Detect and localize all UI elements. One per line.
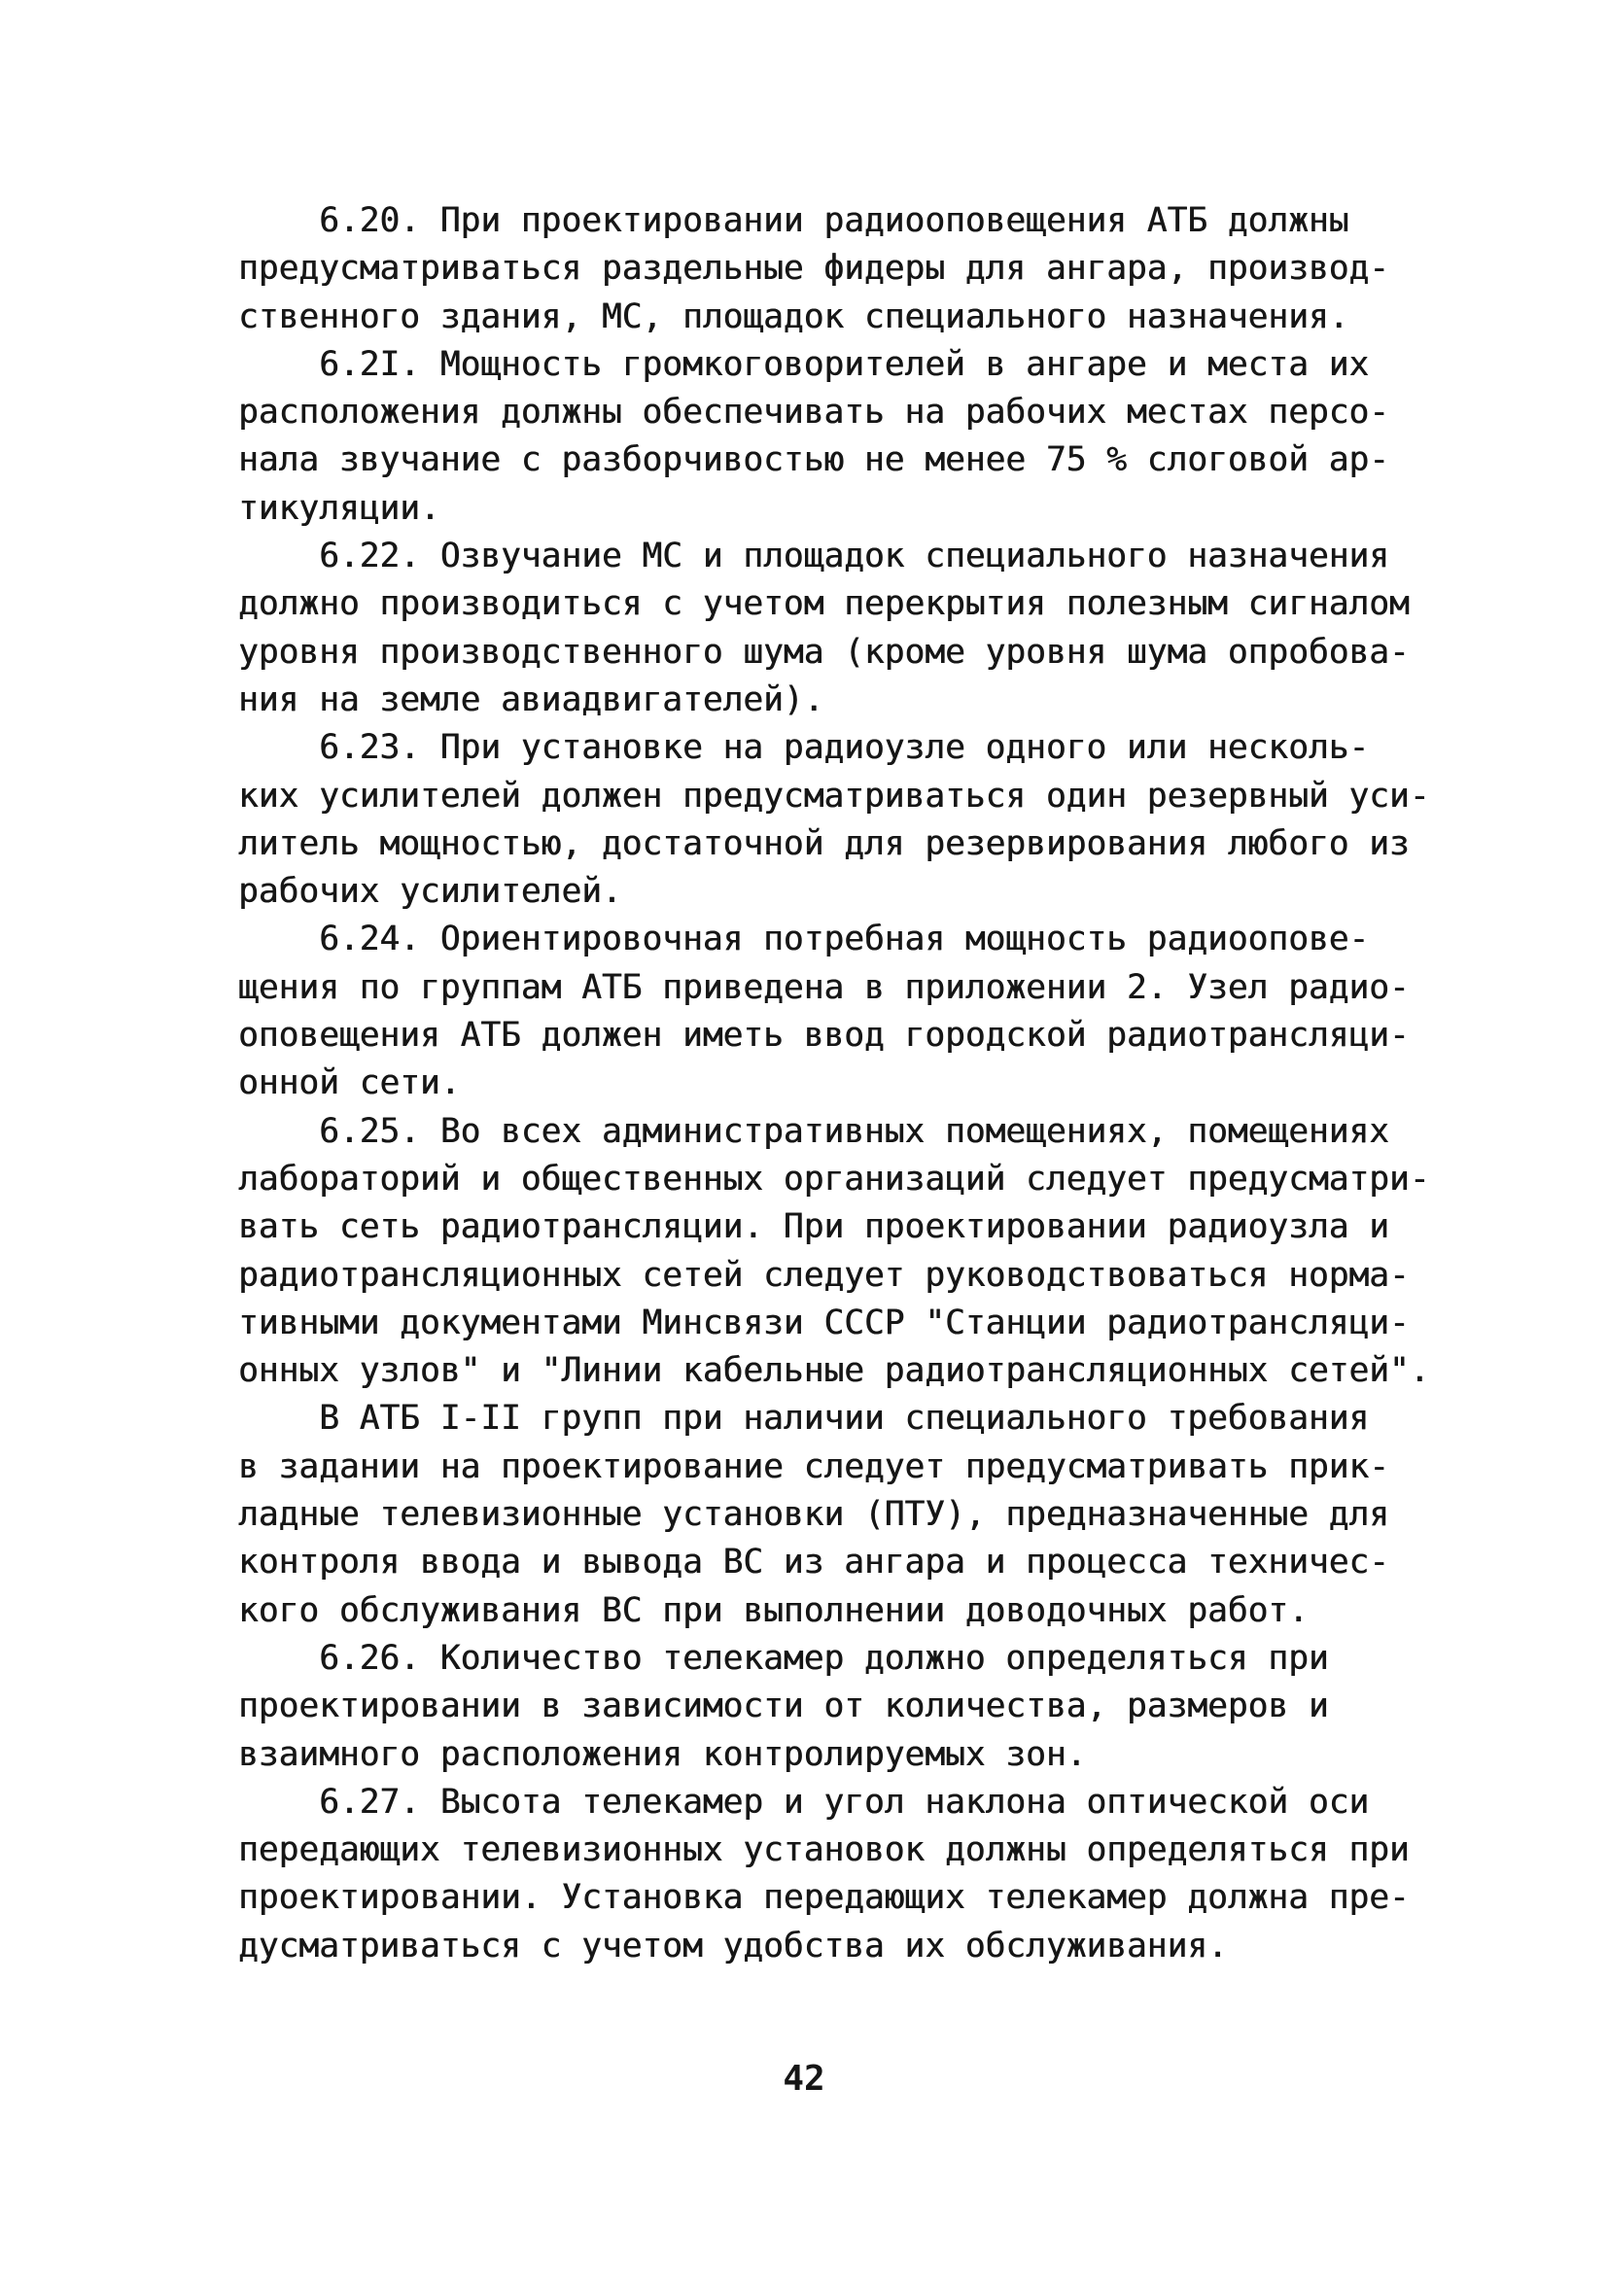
text-line: радиотрансляционных сетей следует руководствоваться норма- xyxy=(238,1255,1410,1295)
text-line: 6.25. Во всех административных помещениях, помещениях xyxy=(238,1111,1389,1151)
text-line: 6.27. Высота телекамер и угол наклона оптической оси xyxy=(238,1782,1370,1822)
text-line: предусматриваться раздельные фидеры для ангара, производ- xyxy=(238,249,1389,289)
text-line: передающих телевизионных установок должны определяться при xyxy=(238,1830,1410,1870)
page-number: 42 xyxy=(783,2059,825,2099)
text-line: 6.26. Количество телекамер должно определяться при xyxy=(238,1638,1329,1678)
text-line: проектировании в зависимости от количества, размеров и xyxy=(238,1687,1329,1726)
text-line: дусматриваться с учетом удобства их обслуживания. xyxy=(238,1926,1228,1966)
text-line: нала звучание с разборчивостью не менее 75 % слоговой ар- xyxy=(238,440,1389,480)
text-line: В АТБ I-II групп при наличии специального требования xyxy=(238,1399,1370,1439)
text-line: 6.24. Ориентировочная потребная мощность радиоопове- xyxy=(238,920,1370,959)
text-line: онной сети. xyxy=(238,1063,461,1103)
text-line: взаимного расположения контролируемых зон. xyxy=(238,1734,1087,1774)
text-line: ких усилителей должен предусматриваться один резервный уси- xyxy=(238,776,1430,816)
text-line: уровня производственного шума (кроме уровня шума опробова- xyxy=(238,632,1410,672)
text-line: онных узлов" и "Линии кабельные радиотрансляционных сетей". xyxy=(238,1351,1430,1391)
text-line: проектировании. Установка передающих телекамер должна пре- xyxy=(238,1878,1410,1918)
text-line: расположения должны обеспечивать на рабочих местах персо- xyxy=(238,393,1389,433)
text-line: 6.22. Озвучание МС и площадок специального назначения xyxy=(238,537,1389,576)
text-line: кого обслуживания ВС при выполнении доводочных работ. xyxy=(238,1590,1309,1630)
text-line: тикуляции. xyxy=(238,488,440,528)
text-line: ственного здания, МС, площадок специального назначения. xyxy=(238,296,1349,336)
text-line: рабочих усилителей. xyxy=(238,872,622,912)
text-line: 6.23. При установке на радиоузле одного или несколь- xyxy=(238,728,1370,768)
text-line: оповещения АТБ должен иметь ввод городской радиотрансляци- xyxy=(238,1016,1410,1056)
text-line: должно производиться с учетом перекрытия полезным сигналом xyxy=(238,584,1410,624)
text-line: вать сеть радиотрансляции. При проектировании радиоузла и xyxy=(238,1207,1389,1247)
text-line: ния на земле авиадвигателей). xyxy=(238,679,824,719)
text-line: в задании на проектирование следует предусматривать прик- xyxy=(238,1446,1389,1486)
text-line: 6.2I. Мощность громкоговорителей в ангаре и места их xyxy=(238,344,1370,384)
text-line: контроля ввода и вывода ВС из ангара и процесса техничес- xyxy=(238,1543,1389,1583)
text-line: щения по группам АТБ приведена в приложении 2. Узел радио- xyxy=(238,967,1410,1007)
text-line: литель мощностью, достаточной для резервирования любого из xyxy=(238,823,1410,863)
body-text xyxy=(238,197,1430,1970)
text-line: тивными документами Минсвязи СССР "Станции радиотрансляци- xyxy=(238,1303,1410,1342)
text-line: 6.20. При проектировании радиооповещения АТБ должны xyxy=(238,201,1349,240)
text-line: ладные телевизионные установки (ПТУ), предназначенные для xyxy=(238,1495,1389,1535)
text-line: лабораторий и общественных организаций следует предусматри- xyxy=(238,1159,1430,1199)
